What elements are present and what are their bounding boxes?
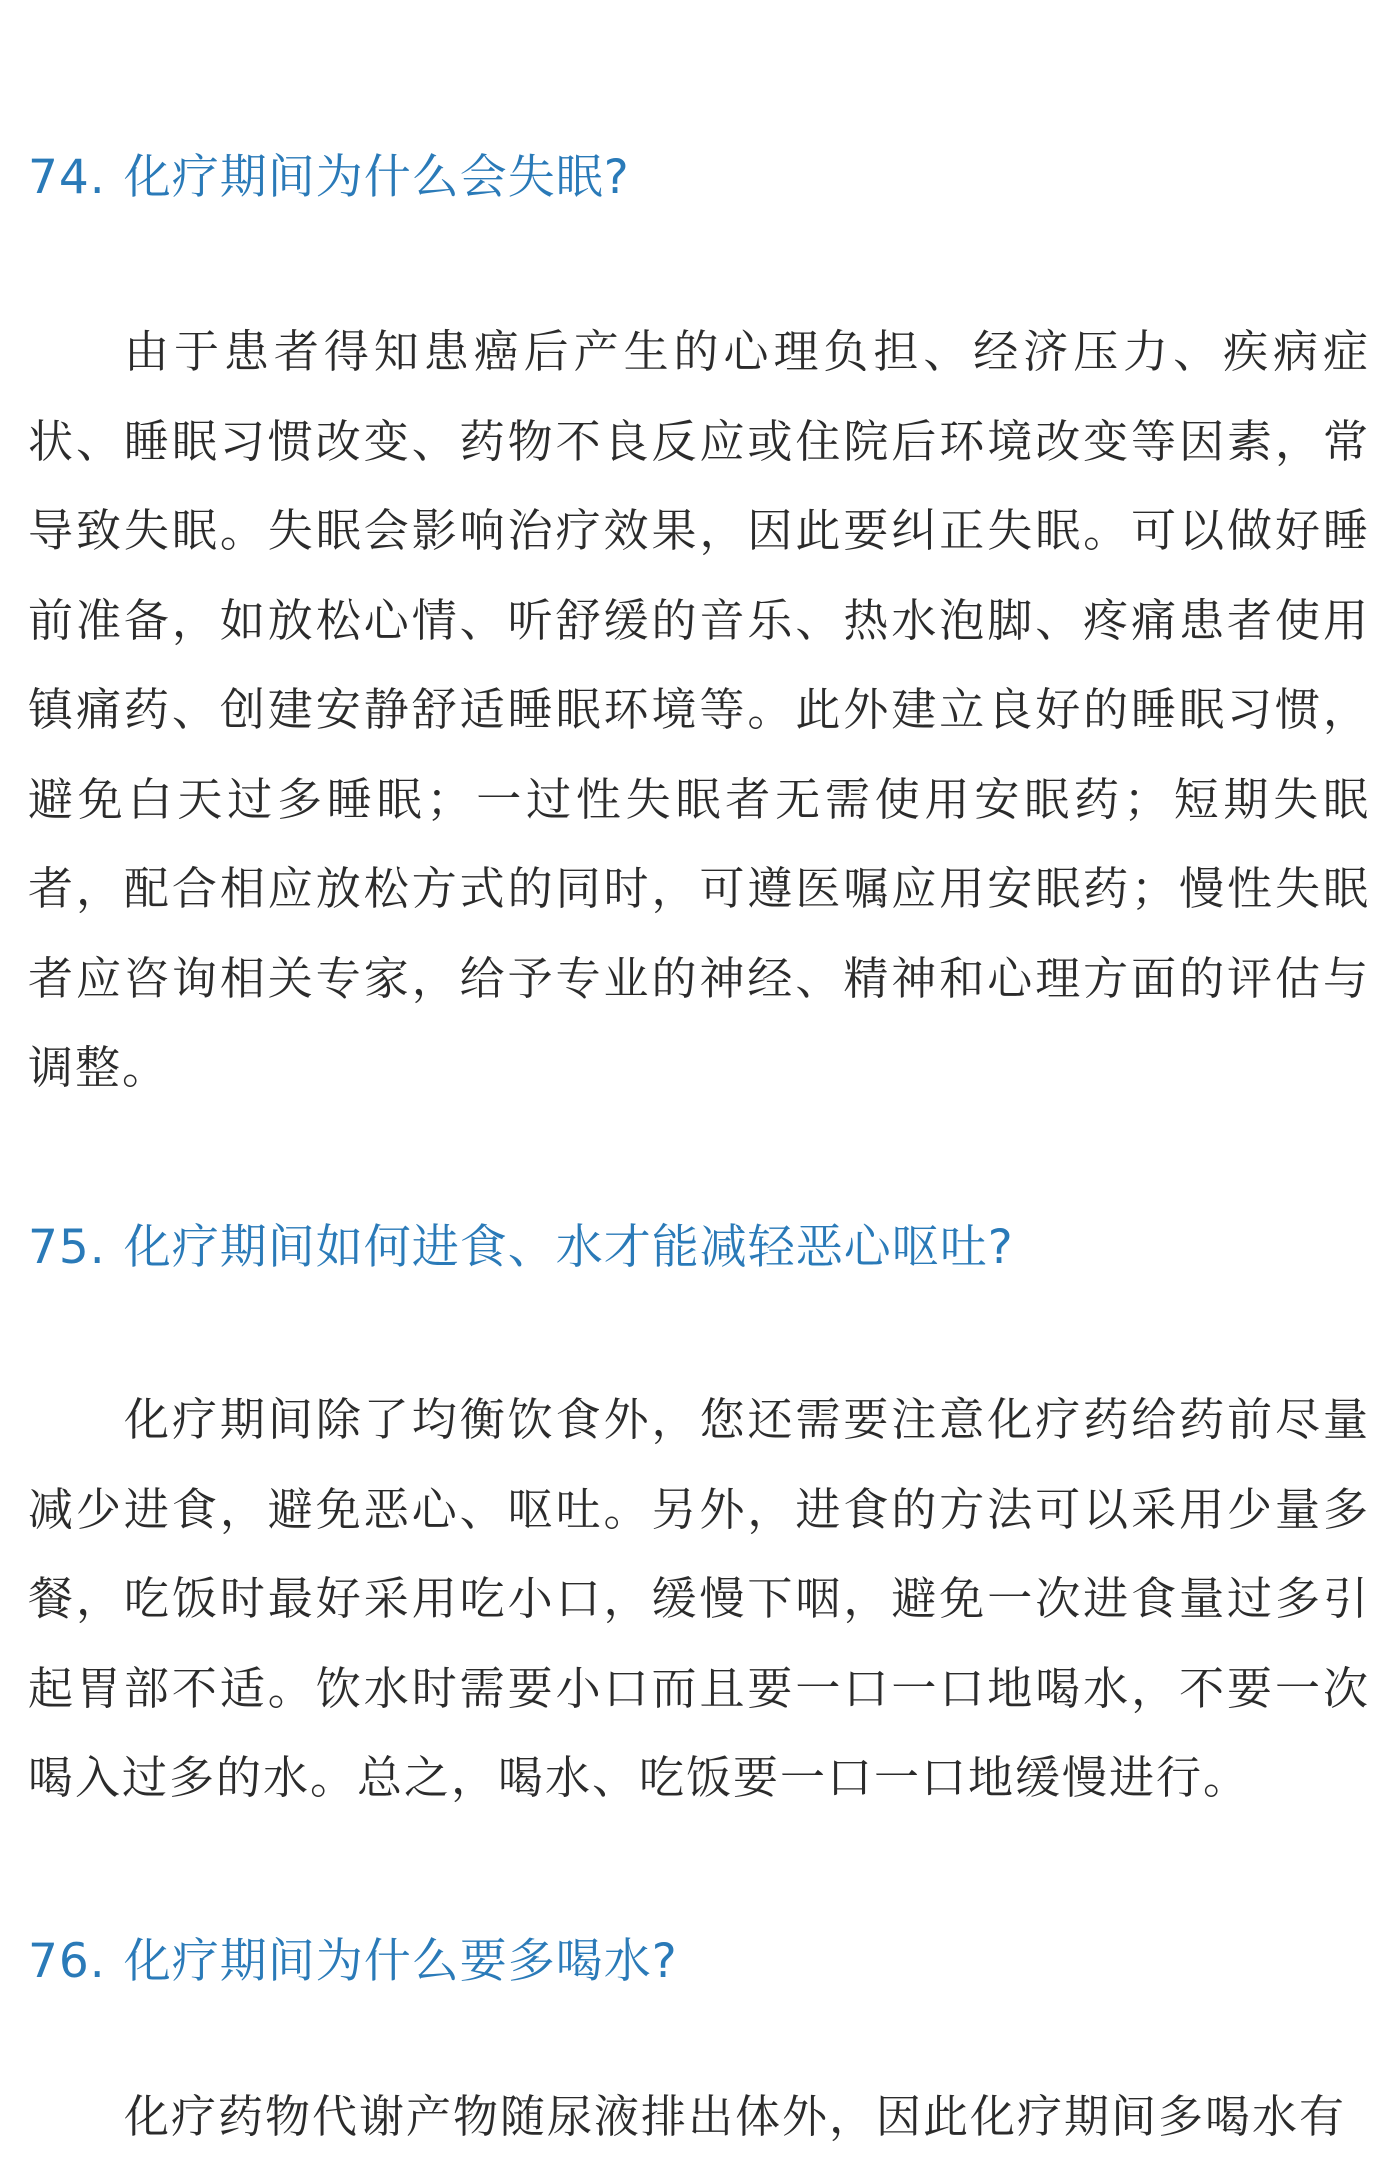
section-74 xyxy=(28,148,1370,1113)
section-76 xyxy=(28,1932,1370,2162)
section-number: 74. xyxy=(28,150,106,205)
section-body: 由于患者得知患癌后产生的心理负担、经济压力、疾病症状、睡眠习惯改变、药物不良反应或住院后环境改变等因素，常导致失眠。失眠会影响治疗效果，因此要纠正失眠。可以做好睡前准备，如放松心情、听舒缓的音乐、热水泡脚、疼痛患者使用镇痛药、创建安静舒适睡眠环境等。此外建立良好的睡眠习惯，避免白天过多睡眠；一过性失眠者无需使用安眠药；短期失眠者，配合相应放松方式的同时，可遵医嘱应用安眠药；慢性失眠者应咨询相关专家，给予专业的神经、精神和心理方面的评估与调整。 xyxy=(28,325,1370,1094)
section-body: 化疗期间除了均衡饮食外，您还需要注意化疗药给药前尽量减少进食，避免恶心、呕吐。另外，进食的方法可以采用少量多餐，吃饭时最好采用吃小口，缓慢下咽，避免一次进食量过多引起胃部不适。饮水时需要小口而且要一口一口地喝水，不要一次喝入过多的水。总之，喝水、吃饭要一口一口地缓慢进行。 xyxy=(28,1393,1370,1804)
section-heading xyxy=(28,148,1370,208)
section-title: 化疗期间如何进食、水才能减轻恶心呕吐? xyxy=(123,1220,1014,1275)
section-heading xyxy=(28,1932,1370,1992)
section-number: 76. xyxy=(28,1934,106,1989)
section-heading xyxy=(28,1218,1370,1278)
section-75 xyxy=(28,1218,1370,1823)
section-title: 化疗期间为什么要多喝水? xyxy=(123,1934,678,1989)
section-number: 75. xyxy=(28,1220,106,1275)
section-title: 化疗期间为什么会失眠? xyxy=(123,150,630,205)
section-body: 化疗药物代谢产物随尿液排出体外，因此化疗期间多喝水有 xyxy=(124,2090,1347,2143)
